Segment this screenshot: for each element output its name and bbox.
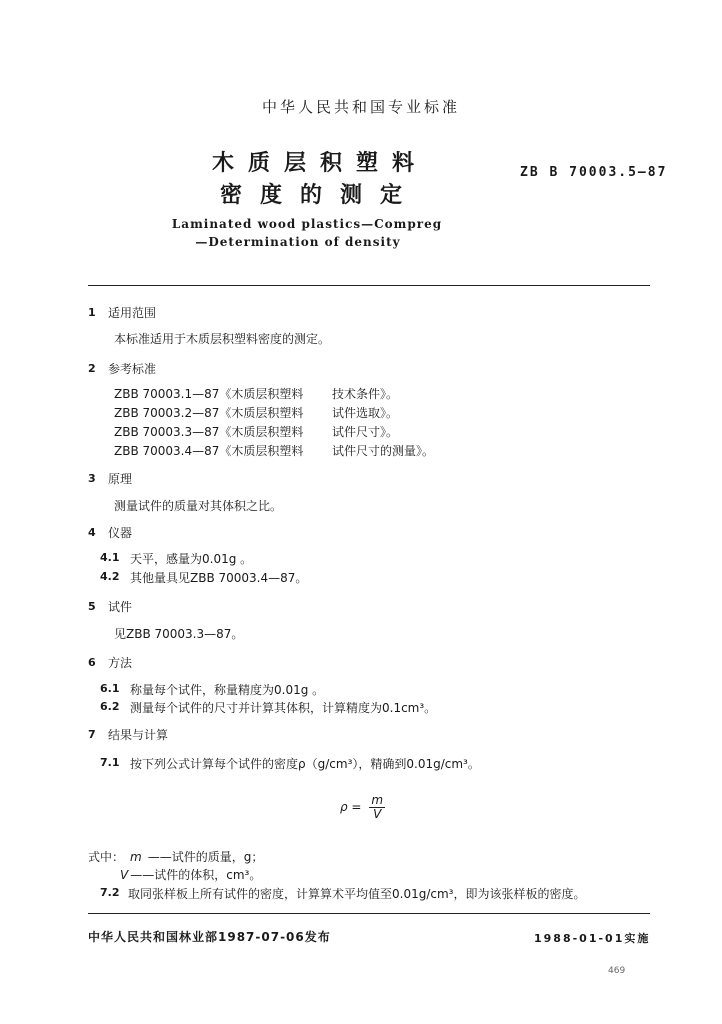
reference-name: 试件尺寸》。: [332, 425, 399, 439]
reference-doc: ZBB 70003.1—87《木质层积塑料: [114, 387, 304, 401]
formula-fraction: [369, 794, 385, 821]
issue-statement: 中华人民共和国林业部1987-07-06发布: [88, 930, 331, 944]
item-6-1-text: 称量每个试件，称量精度为0.01g 。: [130, 683, 325, 697]
formula-lhs: ρ =: [340, 800, 362, 814]
item-7-2-text: 取同张样板上所有试件的密度，计算算术平均值至0.01g/cm³，即为该张样板的密度。: [128, 887, 586, 901]
reference-item: [114, 442, 434, 459]
title-line-2: 密度的测定: [219, 183, 420, 208]
section-3-title: 原理: [108, 472, 133, 486]
formula-denominator: V: [373, 807, 382, 821]
symbol-m: m: [130, 850, 142, 864]
item-7-1-text: 按下列公式计算每个试件的密度ρ（g/cm³），精确到0.01g/cm³。: [130, 757, 480, 771]
section-4-number: 4: [88, 526, 96, 539]
reference-item: [114, 385, 398, 402]
section-4-title: 仪器: [108, 526, 133, 540]
item-4-2-number: 4.2: [100, 570, 120, 583]
reference-doc: ZBB 70003.4—87《木质层积塑料: [114, 444, 304, 458]
reference-name: 试件选取》。: [332, 406, 399, 420]
section-5-title: 试件: [108, 600, 133, 614]
item-4-1-text: 天平，感量为0.01g 。: [130, 552, 253, 566]
section-3-text: 测量试件的质量对其体积之比。: [114, 499, 283, 513]
symbol-v-desc: ——试件的体积，cm³。: [130, 868, 262, 882]
page-number: 469: [608, 966, 626, 976]
item-6-2-text: 测量每个试件的尺寸并计算其体积，计算精度为0.1cm³。: [130, 701, 437, 715]
where-prefix: 式中：: [88, 850, 125, 864]
section-6-number: 6: [88, 656, 96, 669]
reference-item: [114, 423, 398, 440]
reference-doc: ZBB 70003.2—87《木质层积塑料: [114, 406, 304, 420]
item-6-2-number: 6.2: [100, 700, 120, 713]
section-2-number: 2: [88, 362, 96, 375]
reference-name: 技术条件》。: [332, 387, 399, 401]
reference-name: 试件尺寸的测量》。: [332, 444, 435, 458]
english-title-line-2: —Determination of density: [195, 235, 401, 249]
section-2-title: 参考标准: [108, 362, 157, 376]
section-5-text: 见ZBB 70003.3—87。: [114, 627, 244, 641]
item-6-1-number: 6.1: [100, 682, 120, 695]
title-line-1: 木质层积塑料: [211, 151, 428, 176]
section-7-title: 结果与计算: [108, 728, 169, 742]
reference-item: [114, 404, 398, 421]
section-1-title: 适用范围: [108, 306, 157, 320]
standard-code: ZB B 70003.5—87: [520, 165, 668, 180]
effective-date: 1988-01-01实施: [534, 932, 651, 945]
document-header: 中华人民共和国专业标准: [261, 98, 460, 116]
section-7-number: 7: [88, 728, 96, 741]
symbol-v: V: [120, 868, 129, 882]
item-7-2-number: 7.2: [100, 886, 120, 899]
where-line-2: [120, 866, 261, 883]
item-4-2-text: 其他量具见ZBB 70003.4—87。: [130, 571, 308, 585]
density-formula: [340, 794, 385, 821]
section-5-number: 5: [88, 600, 96, 613]
section-3-number: 3: [88, 472, 96, 485]
symbol-m-desc: ——试件的质量，g；: [147, 850, 264, 864]
item-4-1-number: 4.1: [100, 551, 120, 564]
section-6-title: 方法: [108, 656, 133, 670]
item-7-1-number: 7.1: [100, 756, 120, 769]
section-1-text: 本标准适用于木质层积塑料密度的测定。: [114, 332, 331, 346]
where-line-1: [88, 848, 263, 865]
section-1-number: 1: [88, 306, 96, 319]
formula-numerator: m: [371, 793, 384, 807]
reference-doc: ZBB 70003.3—87《木质层积塑料: [114, 425, 304, 439]
bottom-divider: [88, 913, 650, 914]
english-title-line-1: Laminated wood plastics—Compreg: [171, 217, 443, 231]
top-divider: [88, 285, 650, 286]
